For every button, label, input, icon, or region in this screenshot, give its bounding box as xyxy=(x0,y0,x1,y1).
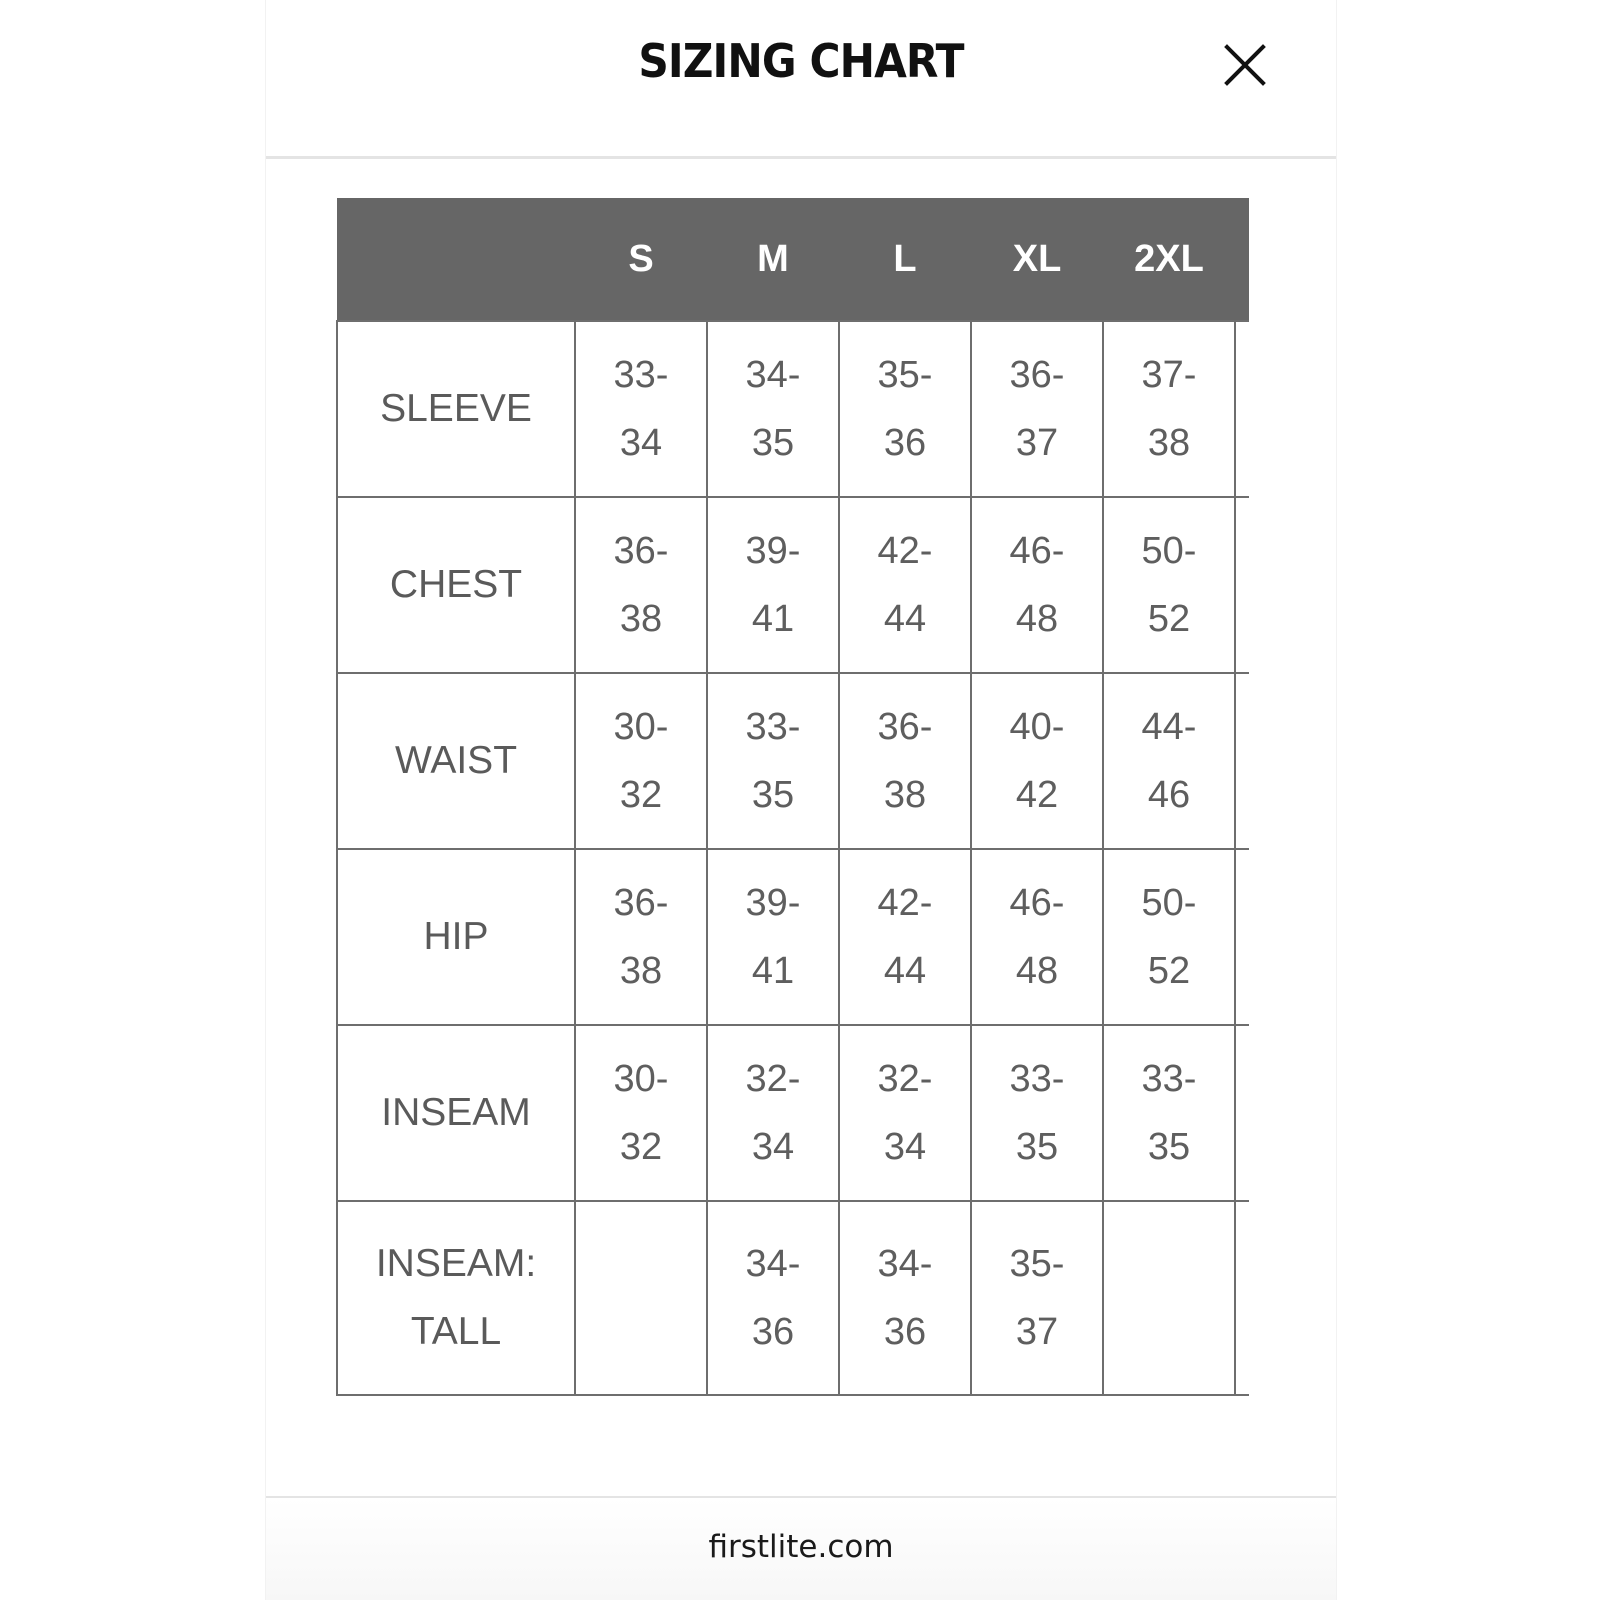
overflow-cell xyxy=(1235,673,1249,849)
overflow-cell xyxy=(1235,1025,1249,1201)
header-divider xyxy=(266,156,1336,159)
size-cell-l xyxy=(839,497,971,673)
size-cell-xl xyxy=(971,321,1103,497)
row-label xyxy=(337,673,575,849)
column-header-overflow xyxy=(1235,198,1249,321)
row-label-text: INSEAM: xyxy=(375,1242,537,1285)
size-value: 52 xyxy=(1147,950,1191,992)
size-value: 48 xyxy=(1015,950,1059,992)
size-value: 35 xyxy=(1147,1126,1191,1168)
size-value: 44 xyxy=(883,950,927,992)
size-value: 33- xyxy=(1141,1058,1197,1100)
size-value: 39- xyxy=(745,530,801,572)
size-value: 30- xyxy=(613,1058,669,1100)
row-label-text: TALL xyxy=(410,1310,502,1353)
size-value: 46- xyxy=(1009,882,1065,924)
size-value: 37 xyxy=(1015,1311,1059,1353)
size-cell-2xl xyxy=(1103,849,1235,1025)
column-header-empty xyxy=(337,198,575,321)
row-label-text: HIP xyxy=(423,915,489,958)
size-value: 36- xyxy=(877,706,933,748)
modal-title: SIZING CHART xyxy=(638,34,964,88)
size-cell-l xyxy=(839,849,971,1025)
size-value: 34- xyxy=(745,1243,801,1285)
size-value: 36- xyxy=(613,882,669,924)
column-header-2xl: 2XL xyxy=(1103,198,1235,321)
row-label xyxy=(337,1201,575,1395)
size-value: 33- xyxy=(1009,1058,1065,1100)
size-value: 41 xyxy=(751,950,795,992)
size-value: 44 xyxy=(883,598,927,640)
table-row xyxy=(337,321,1249,497)
size-value: 36 xyxy=(883,422,927,464)
size-value: 48 xyxy=(1015,598,1059,640)
size-value: 36- xyxy=(613,530,669,572)
size-cell-m xyxy=(707,673,839,849)
row-label xyxy=(337,1025,575,1201)
size-cell-xl xyxy=(971,673,1103,849)
size-value: 41 xyxy=(751,598,795,640)
size-value: 50- xyxy=(1141,530,1197,572)
size-value: 37 xyxy=(1015,422,1059,464)
column-header-m: M xyxy=(707,198,839,321)
table-row xyxy=(337,1025,1249,1201)
size-cell-xl xyxy=(971,1201,1103,1395)
size-cell-l xyxy=(839,321,971,497)
size-value: 36- xyxy=(1009,354,1065,396)
sizing-table xyxy=(336,198,1249,1396)
size-cell-l xyxy=(839,673,971,849)
row-label-text: SLEEVE xyxy=(380,387,532,430)
size-value: 38 xyxy=(883,774,927,816)
size-cell-s xyxy=(575,1201,707,1395)
size-value: 46- xyxy=(1009,530,1065,572)
site-domain[interactable]: firstlite.com xyxy=(708,1529,894,1565)
size-cell-m xyxy=(707,1201,839,1395)
size-value: 50- xyxy=(1141,882,1197,924)
size-value: 32 xyxy=(619,1126,663,1168)
size-value: 32 xyxy=(619,774,663,816)
size-cell-xl xyxy=(971,1025,1103,1201)
size-value: 32- xyxy=(877,1058,933,1100)
table-header-row xyxy=(337,198,1249,321)
size-value: 35 xyxy=(1015,1126,1059,1168)
size-value: 42- xyxy=(877,882,933,924)
size-value: 33- xyxy=(745,706,801,748)
size-value: 40- xyxy=(1009,706,1065,748)
size-value: 44- xyxy=(1141,706,1197,748)
browser-footer xyxy=(266,1498,1336,1600)
size-value: 52 xyxy=(1147,598,1191,640)
size-cell-s xyxy=(575,1025,707,1201)
size-value: 46 xyxy=(1147,774,1191,816)
size-cell-s xyxy=(575,497,707,673)
size-cell-xl xyxy=(971,497,1103,673)
table-body xyxy=(337,321,1249,1395)
size-value: 39- xyxy=(745,882,801,924)
size-cell-xl xyxy=(971,849,1103,1025)
close-button[interactable] xyxy=(1223,43,1267,87)
size-value: 33- xyxy=(613,354,669,396)
column-header-s: S xyxy=(575,198,707,321)
size-value: 34- xyxy=(745,354,801,396)
size-value: 35- xyxy=(1009,1243,1065,1285)
size-value: 38 xyxy=(1147,422,1191,464)
size-value: 30- xyxy=(613,706,669,748)
size-value: 36 xyxy=(883,1311,927,1353)
size-value: 37- xyxy=(1141,354,1197,396)
size-cell-m xyxy=(707,321,839,497)
table-row xyxy=(337,497,1249,673)
overflow-cell xyxy=(1235,849,1249,1025)
size-cell-s xyxy=(575,673,707,849)
size-value: 35- xyxy=(877,354,933,396)
row-label xyxy=(337,321,575,497)
size-value: 38 xyxy=(619,950,663,992)
row-label-text: CHEST xyxy=(389,563,523,606)
size-value: 42- xyxy=(877,530,933,572)
size-cell-s xyxy=(575,321,707,497)
size-value: 32- xyxy=(745,1058,801,1100)
overflow-cell xyxy=(1235,497,1249,673)
overflow-cell xyxy=(1235,1201,1249,1395)
size-value: 34 xyxy=(619,422,663,464)
close-icon xyxy=(1223,43,1267,87)
size-cell-2xl xyxy=(1103,673,1235,849)
size-cell-l xyxy=(839,1025,971,1201)
size-cell-2xl xyxy=(1103,321,1235,497)
size-value: 36 xyxy=(751,1311,795,1353)
size-value: 34 xyxy=(883,1126,927,1168)
size-cell-2xl xyxy=(1103,1201,1235,1395)
size-cell-m xyxy=(707,849,839,1025)
sizing-chart-modal xyxy=(265,0,1337,1600)
size-cell-2xl xyxy=(1103,497,1235,673)
size-cell-l xyxy=(839,1201,971,1395)
column-header-l: L xyxy=(839,198,971,321)
table-row xyxy=(337,673,1249,849)
size-cell-2xl xyxy=(1103,1025,1235,1201)
row-label xyxy=(337,497,575,673)
row-label-text: INSEAM xyxy=(381,1091,531,1134)
size-value: 35 xyxy=(751,422,795,464)
size-value: 42 xyxy=(1015,774,1059,816)
column-header-xl: XL xyxy=(971,198,1103,321)
size-cell-m xyxy=(707,497,839,673)
row-label-text: WAIST xyxy=(394,739,518,782)
size-cell-m xyxy=(707,1025,839,1201)
table-row xyxy=(337,1201,1249,1395)
table-row xyxy=(337,849,1249,1025)
size-value: 38 xyxy=(619,598,663,640)
size-cell-s xyxy=(575,849,707,1025)
size-value: 34- xyxy=(877,1243,933,1285)
size-value: 34 xyxy=(751,1126,795,1168)
size-value: 35 xyxy=(751,774,795,816)
overflow-cell xyxy=(1235,321,1249,497)
row-label xyxy=(337,849,575,1025)
